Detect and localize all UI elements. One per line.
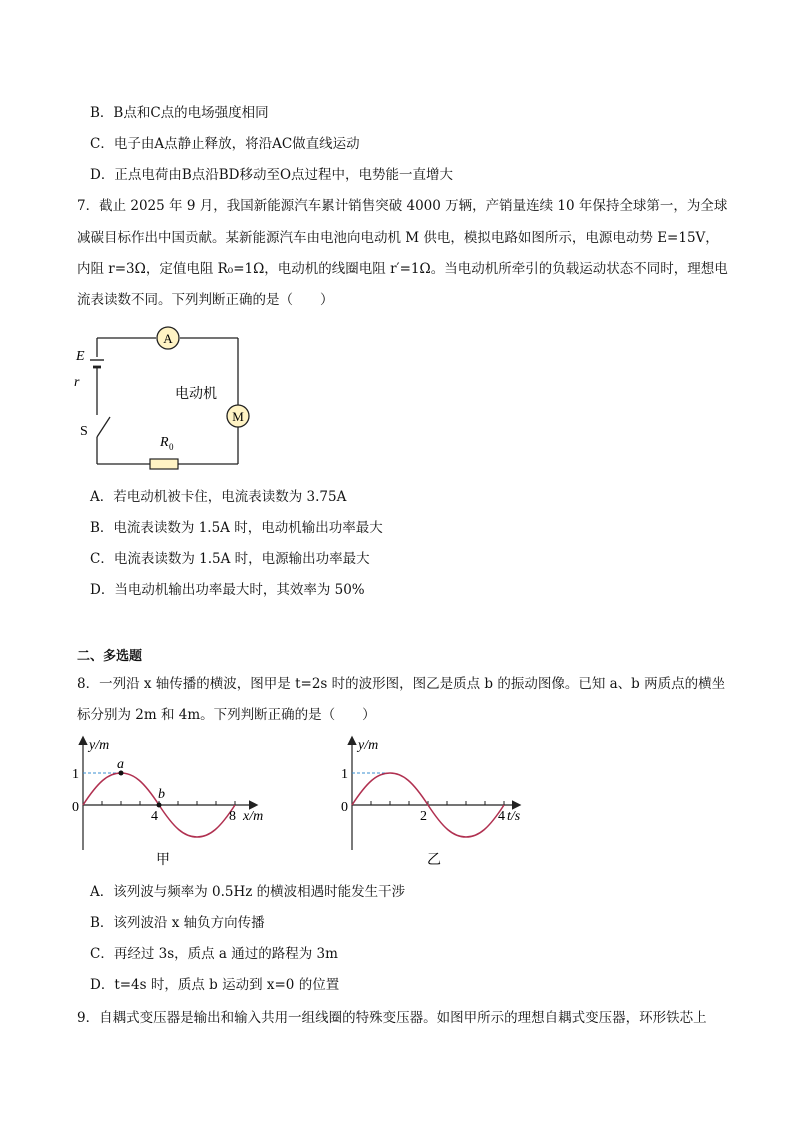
q8-option-b: B．该列波沿 x 轴负方向传播 — [90, 915, 265, 931]
tick-origin: 0 — [341, 800, 348, 815]
ammeter-label: A — [163, 331, 173, 346]
q7-line-1: 7．截止 2025 年 9 月，我国新能源汽车累计销售突破 4000 万辆，产销量连续 10 年保持全球第一，为全球 — [77, 198, 728, 214]
tick-origin: 0 — [72, 800, 79, 815]
point-b-label: b — [158, 787, 165, 802]
section-title: 二、多选题 — [77, 649, 143, 664]
q8-option-a: A．该列波与频率为 0.5Hz 的横波相遇时能发生干涉 — [90, 884, 406, 900]
vibration-graph-yi — [337, 732, 547, 872]
q6-option-c: C．电子由A点静止释放，将沿AC做直线运动 — [90, 136, 360, 152]
graph-caption: 甲 — [156, 853, 170, 868]
q8-option-d: D．t=4s 时，质点 b 运动到 x=0 的位置 — [90, 977, 340, 993]
q7-option-a: A．若电动机被卡住，电流表读数为 3.75A — [90, 489, 347, 505]
q7-option-b: B．电流表读数为 1.5A 时，电动机输出功率最大 — [90, 520, 383, 536]
y-axis-label: y/m — [89, 738, 110, 753]
tick-t-2: 2 — [420, 809, 427, 824]
q6-option-b: B．B点和C点的电场强度相同 — [90, 105, 269, 121]
q7-option-c: C．电流表读数为 1.5A 时，电源输出功率最大 — [90, 551, 370, 567]
circuit-diagram — [70, 322, 260, 472]
point-a-label: a — [117, 757, 124, 772]
tick-t-4: 4 — [498, 809, 505, 824]
q7-line-3: 内阻 r=3Ω，定值电阻 R₀=1Ω，电动机的线圈电阻 r′=1Ω。当电动机所牵引的负载运动状态不同时，理想电 — [77, 261, 728, 277]
x-axis-label: x/m — [243, 809, 264, 824]
q7-line-2: 减碳目标作出中国贡献。某新能源汽车由电池向电动机 M 供电，模拟电路如图所示，电源电动势 E=15V， — [77, 230, 719, 246]
tick-x-4: 4 — [151, 809, 158, 824]
motor-m-label: M — [232, 409, 244, 424]
q8-option-c: C．再经过 3s，质点 a 通过的路程为 3m — [90, 946, 338, 962]
x-axis-label: t/s — [507, 809, 521, 824]
switch-label: S — [80, 424, 88, 439]
q6-option-d: D．正点电荷由B点沿BD移动至O点过程中，电势能一直增大 — [90, 167, 454, 183]
emf-label: E — [76, 349, 85, 364]
internal-resistance-label: r — [74, 375, 80, 390]
graph-caption: 乙 — [427, 853, 441, 868]
tick-y-1: 1 — [72, 767, 79, 782]
tick-x-8: 8 — [229, 809, 236, 824]
resistor-label: R — [160, 435, 169, 450]
resistor-subscript: 0 — [169, 442, 174, 452]
q8-line-1: 8．一列沿 x 轴传播的横波，图甲是 t=2s 时的波形图，图乙是质点 b 的振动图像。已知 a、b 两质点的横坐 — [77, 676, 726, 692]
q8-line-2: 标分别为 2m 和 4m。下列判断正确的是（ ） — [77, 707, 376, 723]
tick-y-1: 1 — [341, 767, 348, 782]
motor-text-label: 电动机 — [175, 387, 217, 402]
resistor-symbol — [150, 459, 178, 469]
point-b — [157, 803, 162, 808]
q7-line-4: 流表读数不同。下列判断正确的是（ ） — [77, 292, 334, 308]
q9-line-1: 9．自耦式变压器是输出和输入共用一组线圈的特殊变压器。如图甲所示的理想自耦式变压器，环形铁芯上 — [77, 1010, 707, 1026]
q7-option-d: D．当电动机输出功率最大时，其效率为 50% — [90, 582, 365, 598]
y-axis-label: y/m — [358, 738, 379, 753]
wave-graph-jia — [68, 732, 278, 872]
